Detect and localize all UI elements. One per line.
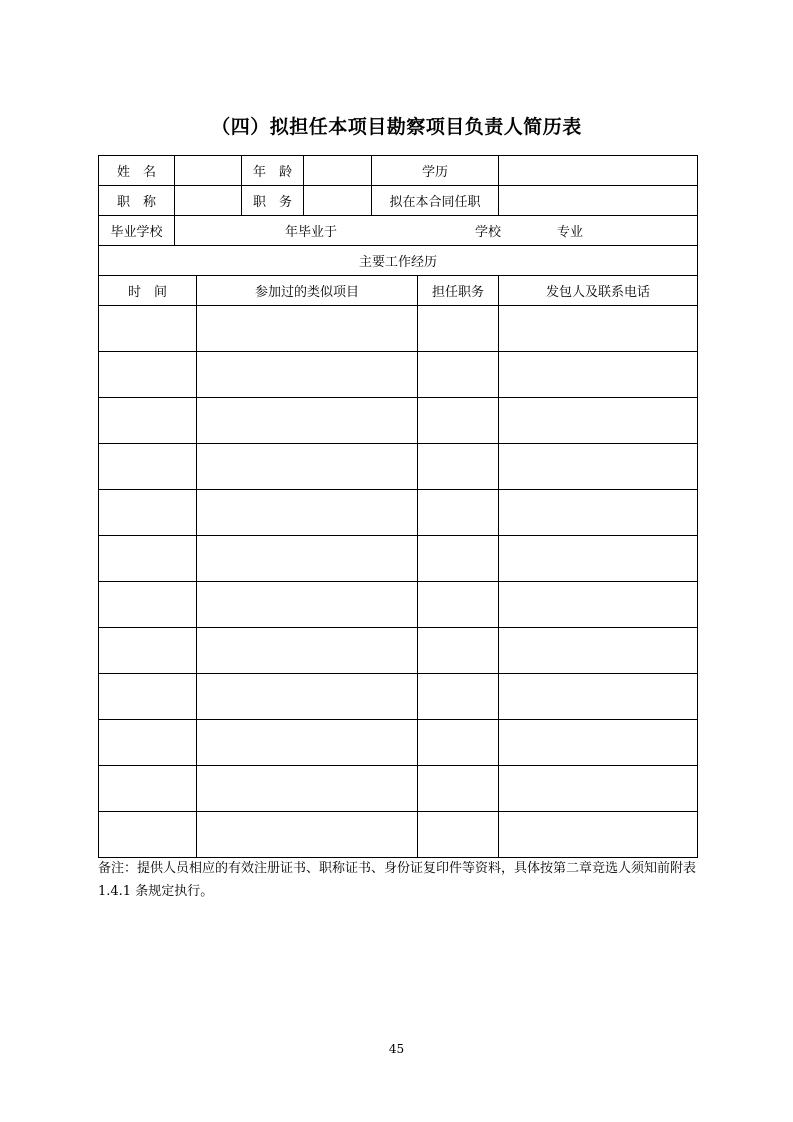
time-cell[interactable] xyxy=(99,352,197,398)
role-cell[interactable] xyxy=(418,444,499,490)
time-cell[interactable] xyxy=(99,812,197,858)
client-cell[interactable] xyxy=(499,720,698,766)
resume-table xyxy=(98,155,698,858)
column-header-client: 发包人及联系电话 xyxy=(499,276,698,306)
page-title: （四）拟担任本项目勘察项目负责人简历表 xyxy=(211,116,582,138)
experience-header-row xyxy=(99,276,698,306)
education-label: 学历 xyxy=(372,156,499,186)
project-cell[interactable] xyxy=(197,582,418,628)
school-label: 毕业学校 xyxy=(99,216,175,246)
project-cell[interactable] xyxy=(197,398,418,444)
client-cell[interactable] xyxy=(499,766,698,812)
age-field[interactable] xyxy=(304,156,372,186)
position-field[interactable] xyxy=(304,186,372,216)
time-cell[interactable] xyxy=(99,444,197,490)
role-cell[interactable] xyxy=(418,812,499,858)
project-cell[interactable] xyxy=(197,766,418,812)
client-cell[interactable] xyxy=(499,536,698,582)
time-cell[interactable] xyxy=(99,766,197,812)
major-label: 专业 xyxy=(557,225,584,240)
time-cell[interactable] xyxy=(99,398,197,444)
table-row xyxy=(99,674,698,720)
time-cell[interactable] xyxy=(99,490,197,536)
role-cell[interactable] xyxy=(418,720,499,766)
client-cell[interactable] xyxy=(499,306,698,352)
table-row xyxy=(99,490,698,536)
column-header-time: 时 间 xyxy=(99,276,197,306)
header-row-3 xyxy=(99,216,698,246)
header-row-2 xyxy=(99,186,698,216)
name-label: 姓 名 xyxy=(99,156,175,186)
role-cell[interactable] xyxy=(418,490,499,536)
time-cell[interactable] xyxy=(99,720,197,766)
client-cell[interactable] xyxy=(499,674,698,720)
role-cell[interactable] xyxy=(418,352,499,398)
graduated-in-label: 年毕业于 xyxy=(285,225,338,240)
title-field[interactable] xyxy=(175,186,242,216)
role-cell[interactable] xyxy=(418,766,499,812)
project-cell[interactable] xyxy=(197,490,418,536)
experience-rows xyxy=(99,306,698,858)
column-header-role: 担任职务 xyxy=(418,276,499,306)
time-cell[interactable] xyxy=(99,628,197,674)
page-number: 45 xyxy=(388,1042,405,1056)
time-cell[interactable] xyxy=(99,536,197,582)
contract-role-field[interactable] xyxy=(499,186,698,216)
project-cell[interactable] xyxy=(197,720,418,766)
role-cell[interactable] xyxy=(418,306,499,352)
role-cell[interactable] xyxy=(418,674,499,720)
client-cell[interactable] xyxy=(499,582,698,628)
table-row xyxy=(99,352,698,398)
time-cell[interactable] xyxy=(99,674,197,720)
role-cell[interactable] xyxy=(418,582,499,628)
project-cell[interactable] xyxy=(197,444,418,490)
school-suffix-label: 学校 xyxy=(475,225,502,240)
table-row xyxy=(99,398,698,444)
project-cell[interactable] xyxy=(197,628,418,674)
table-row xyxy=(99,720,698,766)
time-cell[interactable] xyxy=(99,306,197,352)
role-cell[interactable] xyxy=(418,536,499,582)
table-row xyxy=(99,536,698,582)
project-cell[interactable] xyxy=(197,306,418,352)
contract-role-label: 拟在本合同任职 xyxy=(372,186,499,216)
position-label: 职 务 xyxy=(242,186,304,216)
client-cell[interactable] xyxy=(499,444,698,490)
client-cell[interactable] xyxy=(499,628,698,674)
role-cell[interactable] xyxy=(418,628,499,674)
footnote: 备注：提供人员相应的有效注册证书、职称证书、身份证复印件等资料，具体按第二章竞选人须知前附表 1.4.1 条规定执行。 xyxy=(98,861,697,899)
name-field[interactable] xyxy=(175,156,242,186)
column-header-project: 参加过的类似项目 xyxy=(197,276,418,306)
table-row xyxy=(99,766,698,812)
table-row xyxy=(99,812,698,858)
graduation-field[interactable] xyxy=(175,216,698,246)
client-cell[interactable] xyxy=(499,398,698,444)
header-row-1 xyxy=(99,156,698,186)
table-row xyxy=(99,306,698,352)
client-cell[interactable] xyxy=(499,490,698,536)
time-cell[interactable] xyxy=(99,582,197,628)
role-cell[interactable] xyxy=(418,398,499,444)
project-cell[interactable] xyxy=(197,536,418,582)
client-cell[interactable] xyxy=(499,812,698,858)
table-row xyxy=(99,444,698,490)
education-field[interactable] xyxy=(499,156,698,186)
age-label: 年 龄 xyxy=(242,156,304,186)
project-cell[interactable] xyxy=(197,352,418,398)
project-cell[interactable] xyxy=(197,674,418,720)
section-row xyxy=(99,246,698,276)
title-label: 职 称 xyxy=(99,186,175,216)
table-row xyxy=(99,582,698,628)
experience-section-title: 主要工作经历 xyxy=(99,246,698,276)
table-row xyxy=(99,628,698,674)
client-cell[interactable] xyxy=(499,352,698,398)
project-cell[interactable] xyxy=(197,812,418,858)
